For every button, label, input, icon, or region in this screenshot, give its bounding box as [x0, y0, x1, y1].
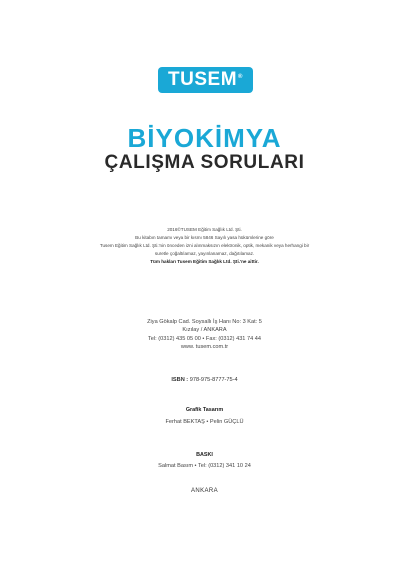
address-line: Tel: (0312) 435 05 00 • Fax: (0312) 431 74 44	[148, 335, 261, 342]
website-link: www. tusem.com.tr	[180, 343, 229, 350]
logo-text: TUSEM®	[168, 69, 243, 90]
address-line: Ziya Gökalp Cad. Soysallı İş Hanı No: 3 Kat: 5	[147, 319, 262, 325]
isbn-line	[0, 377, 409, 383]
legal-rights: Tüm hakları Tusem Eğitim Sağlık Ltd. Şti.'ne aittir.	[150, 259, 259, 264]
isbn-label: ISBN :	[171, 377, 189, 383]
publisher-address	[0, 318, 409, 351]
tusem-logo	[158, 67, 253, 93]
legal-notice	[0, 226, 409, 266]
graphic-design-names: Ferhat BEKTAŞ • Pelin GÜÇLÜ	[165, 419, 244, 425]
book-title: BİYOKİMYA	[127, 123, 282, 153]
legal-line: Tusem Eğitim Sağlık Ltd. Şti.'nin önceden izni alınmaksızın elektronik, optik, mekanik veya herhangi bir	[99, 243, 310, 248]
city: ANKARA	[190, 488, 219, 494]
isbn-value: 978-975-8777-75-4	[189, 377, 238, 383]
printer-info: Salmat Basım • Tel: (0312) 341 10 24	[158, 463, 251, 469]
book-subtitle: ÇALIŞMA SORULARI	[104, 152, 305, 173]
legal-line: Bu kitabın tamamı veya bir kısmı 5846 Sayılı yasa hükümlerine göre	[135, 235, 274, 240]
legal-line: suretle çoğaltılamaz, yayınlanamaz, dağıtılamaz.	[154, 251, 255, 256]
graphic-design-heading: Grafik Tasarım	[185, 407, 224, 413]
legal-line: 2016©TUSEM Eğitim Sağlık Ltd. Şti.	[167, 227, 242, 232]
print-heading: BASKI	[196, 452, 213, 458]
address-line: Kızılay / ANKARA	[182, 327, 227, 334]
